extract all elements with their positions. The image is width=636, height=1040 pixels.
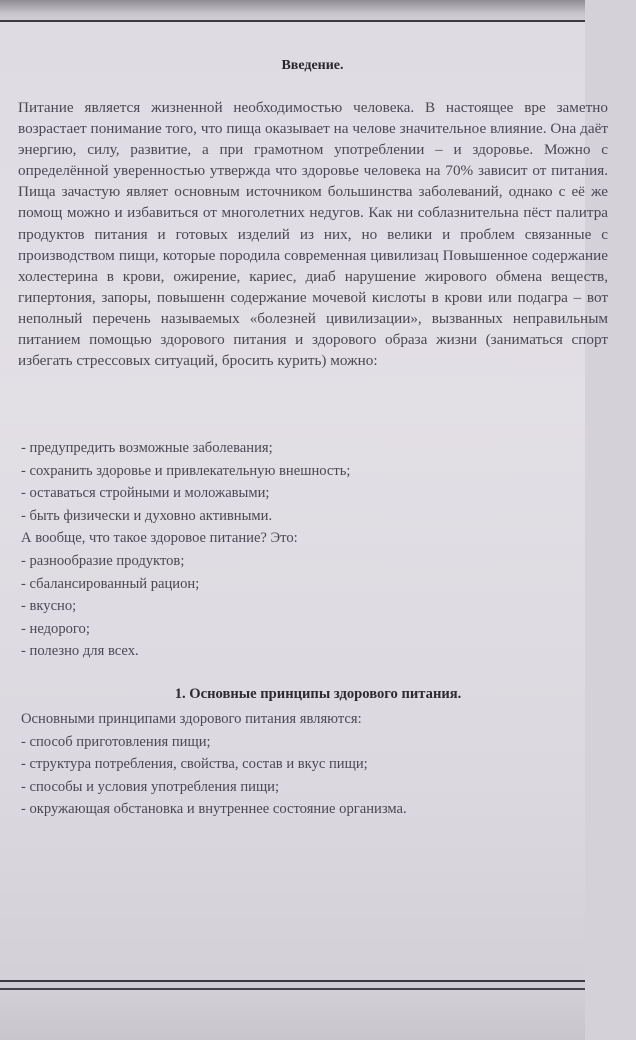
list-item: - разнообразие продуктов; [21,552,185,569]
section-heading: 1. Основные принципы здорового питания. [174,686,462,702]
intro-paragraph [18,97,608,371]
intro-line: употреблении – и здоровье. Можно с определённой уверенностью утвержда [18,141,609,180]
list-item: - окружающая обстановка и внутреннее состояние организма. [21,801,407,818]
list-item: - вкусно; [21,598,77,615]
page-top-shadow [0,0,585,22]
intro-line: содержание мочевой кислоты в крови или подагра – вот неполный перечень [18,288,608,327]
question-line: А вообще, что такое здоровое питание? Это: [21,530,298,547]
list-item: - сохранить здоровье и привлекательную внешность; [21,462,351,479]
intro-line: избегать стрессовых ситуаций, бросить курить) можно: [18,352,378,370]
list-item: - оставаться стройными и моложавыми; [21,485,270,502]
list-item: - полезно для всех. [21,643,139,660]
list-item: - способ приготовления пищи; [21,733,211,750]
list-item: - способы и условия употребления пищи; [21,778,280,795]
list-item: - недорого; [21,620,90,637]
intro-line: заметно возрастает понимание того, что пища оказывает на челове [18,99,609,138]
intro-line: называемых «болезней цивилизации», вызванных неправильным питанием [18,309,609,349]
intro-line: Повышенное содержание холестерина в крови, ожирение, кариес, диаб [18,246,609,285]
benefits-list [21,437,351,663]
intro-line: значительное влияние. Она даёт энергию, силу, развитие, а при грамотном [18,120,608,159]
intro-line: основным источником большинства заболеваний, однако с её же помощ [18,183,609,222]
list-item: - структура потребления, свойства, состав и вкус пищи; [21,756,368,773]
list-item: - предупредить возможные заболевания; [21,440,273,456]
next-page-edge [0,990,585,1040]
intro-line: можно и избавиться от многолетних недугов. Как ни соблазнительна пёст [66,204,552,222]
intro-line: палитра продуктов питания и готовых изделий из них, но велики и проблем [18,204,609,243]
section-intro: Основными принципами здорового питания являются: [21,711,362,727]
document-title: Введение. [281,58,344,73]
intro-line: что здоровье человека на 70% зависит от питания. Пища зачастую являет [18,162,609,201]
intro-line: нарушение жирового обмена веществ, гипертония, запоры, повышенн [18,267,608,306]
intro-line: Питание является жизненной необходимостью человека. В настоящее вре [18,99,546,116]
list-item: - сбалансированный рацион; [21,575,200,592]
principles-list [21,708,407,821]
intro-line: связанные с производством пищи, которые породила современная цивилизац [18,225,608,264]
intro-line: помощью здорового питания и здорового образа жизни (заниматься спорт [89,331,609,349]
list-item: - быть физически и духовно активными. [21,507,273,524]
